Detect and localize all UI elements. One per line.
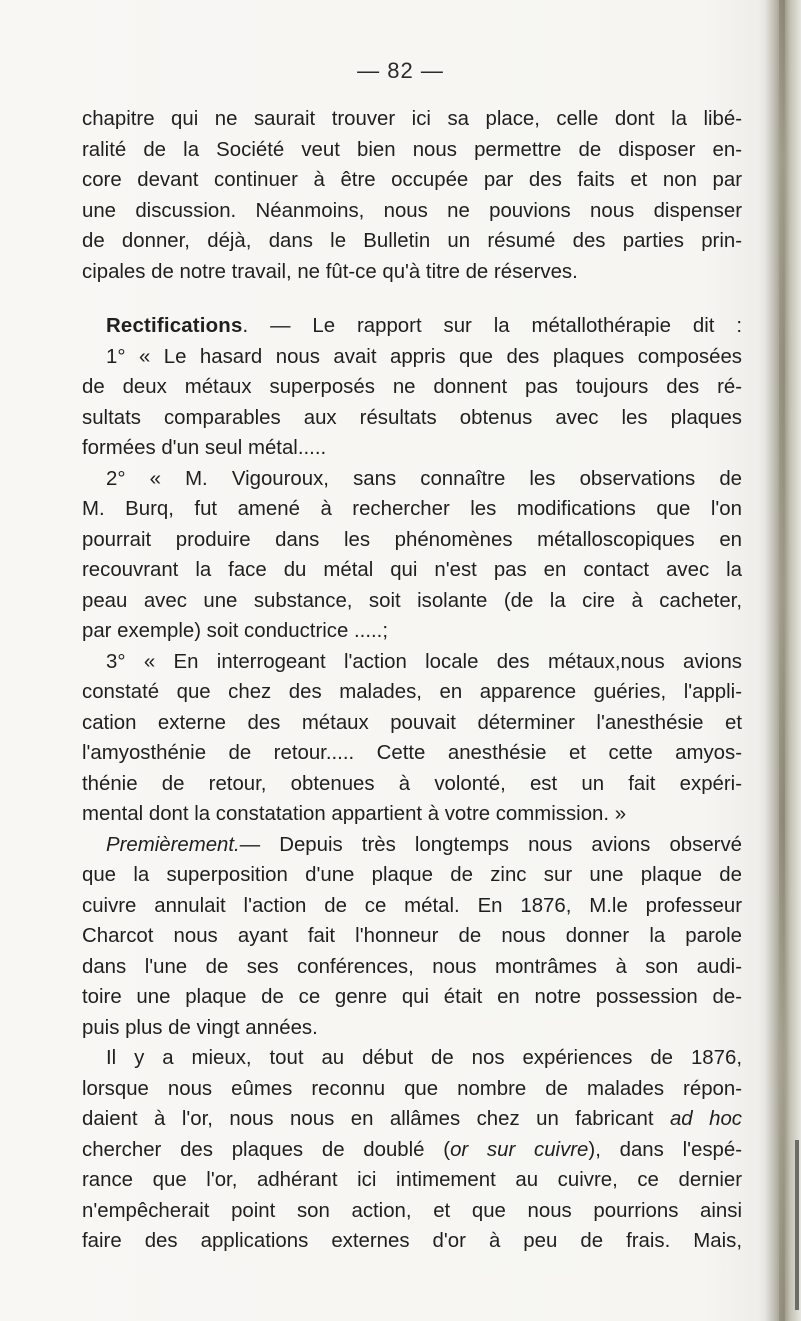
text-fragment: chercher des plaques de doublé ( — [82, 1138, 451, 1161]
text-line: lorsque nous eûmes reconnu que nombre de malades répon- — [82, 1077, 742, 1100]
text-line: Il y a mieux, tout au début de nos expériences de 1876, — [106, 1047, 742, 1069]
section-heading-rest: . — Le rapport sur la métallothérapie dit : — [242, 315, 742, 337]
text-line: pourrait produire dans les phénomènes métalloscopiques en — [82, 528, 742, 551]
text-line: mental dont la constatation appartient à votre commission. » — [82, 803, 627, 825]
text-line: recouvrant la face du métal qui n'est pas en contact avec la — [82, 559, 742, 581]
paragraph-gap — [82, 287, 742, 311]
text-line: n'empêcherait point son action, et que nous pourrions ainsi — [82, 1199, 742, 1222]
text-line: puis plus de vingt années. — [82, 1016, 318, 1039]
text-line: ralité de la Société veut bien nous permettre de disposer en- — [82, 138, 742, 161]
text-line: l'amyosthénie de retour..... Cette anesthésie et cette amyos- — [82, 742, 742, 764]
text-line: de deux métaux superposés ne donnent pas toujours des ré- — [82, 376, 742, 398]
text-line: une discussion. Néanmoins, nous ne pouvions nous dispenser — [82, 199, 742, 222]
text-line: sultats comparables aux résultats obtenus avec les plaques — [82, 406, 742, 429]
text-line: toire une plaque de ce genre qui était en notre possession de- — [82, 986, 742, 1008]
page-number: — 82 — — [357, 58, 444, 83]
page-edge-shadow — [759, 0, 801, 1321]
text-line: core devant continuer à être occupée par des faits et non par — [82, 169, 742, 191]
text-line: faire des applications externes d'or à peu de frais. Mais, — [82, 1230, 742, 1252]
text-line: cuivre annulait l'action de ce métal. En 1876, M.le professeur — [82, 894, 742, 917]
page-text — [82, 104, 742, 1257]
text-line: rance que l'or, adhérant ici intimement au cuivre, ce dernier — [82, 1169, 742, 1191]
text-line: que la superposition d'une plaque de zinc sur une plaque de — [82, 864, 742, 886]
text-line: chapitre qui ne saurait trouver ici sa place, celle dont la libé- — [82, 108, 742, 130]
text-line: 3° « En interrogeant l'action locale des métaux,nous avions — [106, 650, 742, 673]
text-line: Charcot nous ayant fait l'honneur de nous donner la parole — [82, 925, 742, 947]
text-line: formées d'un seul métal..... — [82, 437, 327, 459]
text-line: dans l'une de ses conférences, nous montrâmes à son audi- — [82, 955, 742, 978]
text-line-with-italic — [82, 1104, 742, 1135]
italic-lead: Premièrement. — [106, 833, 240, 856]
text-fragment: daient à l'or, nous nous en allâmes chez un fabricant — [82, 1108, 670, 1130]
text-fragment: ), dans l'espé- — [588, 1138, 742, 1161]
section-heading-line — [82, 311, 742, 342]
text-line: 1° « Le hasard nous avait appris que des plaques composées — [106, 345, 742, 368]
section-heading: Rectifications — [106, 315, 243, 337]
text-line: peau avec une substance, soit isolante (de la cire à cacheter, — [82, 589, 742, 612]
text-line: M. Burq, fut amené à rechercher les modifications que l'on — [82, 498, 742, 520]
text-line-with-italic — [82, 1135, 742, 1166]
italic-term: ad hoc — [669, 1108, 742, 1130]
text-line: constaté que chez des malades, en apparence guéries, l'appli- — [82, 681, 742, 703]
italic-term: or sur cuivre — [450, 1138, 589, 1161]
text-fragment: — Depuis très longtemps nous avions observé — [239, 833, 742, 856]
text-line: thénie de retour, obtenues à volonté, est un fait expéri- — [82, 772, 742, 795]
text-line: 2° « M. Vigouroux, sans connaître les observations de — [106, 467, 742, 490]
text-line: cation externe des métaux pouvait déterminer l'anesthésie et — [82, 711, 742, 734]
text-line: cipales de notre travail, ne fût-ce qu'à titre de réserves. — [82, 260, 578, 283]
text-line-with-italic-lead — [82, 830, 742, 861]
text-line: de donner, déjà, dans le Bulletin un résumé des parties prin- — [82, 230, 742, 252]
text-line: par exemple) soit conductrice .....; — [82, 620, 388, 642]
